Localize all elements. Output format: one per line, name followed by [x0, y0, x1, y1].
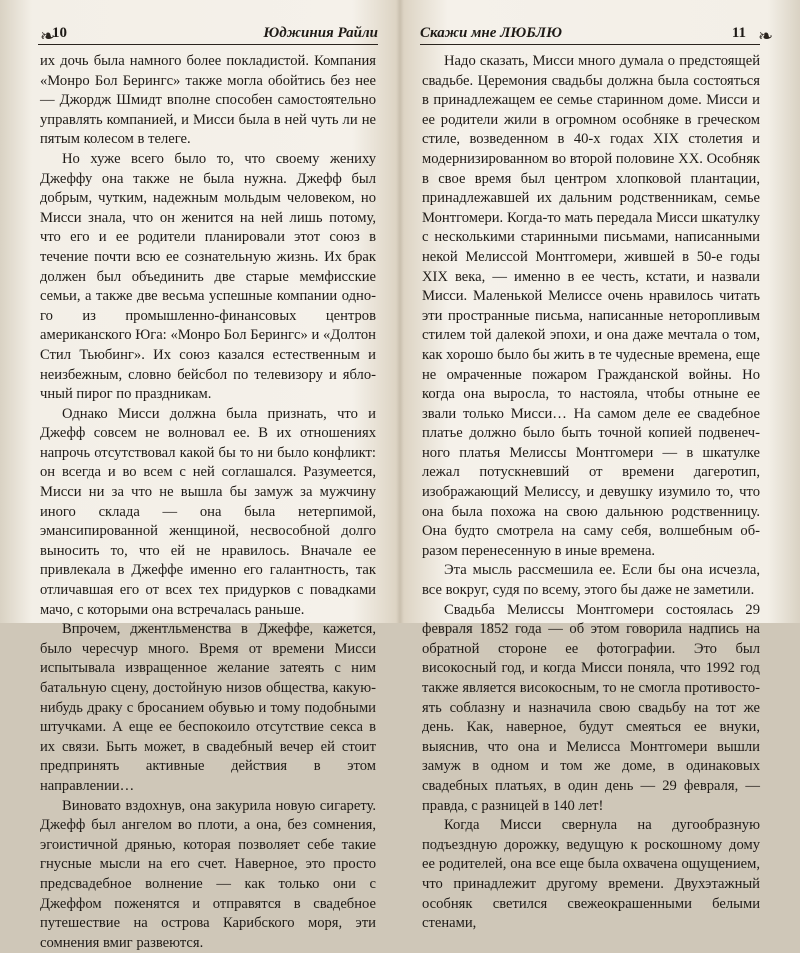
paragraph: Но хуже всего было то, что своему жениху Джеффу она также не была нужна. Джефф был добрым, чутким, надежным мольдым человеком, но Мисси знала, что он женится на ней лишь потому, что его и ее родители планировали этот союз в течение почти всю ее сознательную жизнь. Их брак должен был объединить две старые мемфисские семьи, а также две весьма успешные компании одного из промышленно-финансовых центров американского Юга: «Монро Бол Берингс» и «Долтон Стил Тьюбинг». Их союз казался естественным и неизбежным, словно бейсбол по телевизору и яблочный пирог по праздникам. [40, 150, 376, 403]
left-page [0, 0, 400, 951]
paragraph: Впрочем, джентльменства в Джеффе, кажется, было чересчур много. Время от времени Мисси испытывала извращенное желание затеять с ним батальную сцену, достойную низов общества, какую-нибудь драку с бросанием обувью и тому подобными штучками. А еще ее беспокоило отсутствие секса в их связи. Быть может, в свадебный вечер ей стоит предпринять активные действия в этом направлении… [40, 621, 376, 794]
page-number: 11 [731, 25, 746, 41]
ornament-icon: ❧ [758, 26, 774, 46]
page-header [420, 22, 760, 45]
page-body [422, 52, 760, 934]
paragraph: Эта мысль рассмешила ее. Если бы она исчезла, все вокруг, судя по всему, этого бы даже не заметили. [422, 562, 760, 599]
running-head: Скажи мне ЛЮБЛЮ [420, 25, 562, 41]
ornament-icon: ❧ [40, 26, 56, 46]
paragraph: Надо сказать, Мисси много думала о предстоящей свадьбе. Церемония свадьбы должна была состояться в принадлежащем ее семье старинном доме. Мисси и ее родители жили в огромном особняке в греческом стиле, возведенном в 40-х годах XIX столетия и модернизированном во второй половине XX. Особняк в свое время был центром хлопковой плантации, принадлежавшей их дальним родственникам, семье Монтгомери. Когда-то мать передала Мисси шкатулку с несколькими старинными письмами, написанными некой Мелиссой Монтгомери, жившей в 50-е годы XIX века, — именно в ее честь, кстати, и назвали Мисси. Маленькой Мелиссе очень нравилось читать эти пространные письма, написанные неторопливым стилем той далекой эпохи, и она даже мечтала о том, как хорошо было бы жить в те чудесные времена, еще не омраченные пожаром Гражданской войны. Но когда она выросла, то настояла, чтобы отныне ее звали только Мисси… На самом деле ее свадебное платье должно было быть точной копией подвенечного платья Мелиссы Монтгомери — в шкатулке лежал потускневший от времени дагеротип, изображающий Мелиссу, и девушку изумило то, что она была похожа на свою дальнюю родственницу. Она будто смотрела на саму себя, волшебным образом перенесенную в иные времена. [422, 53, 760, 559]
right-page [400, 0, 800, 932]
paragraph: их дочь была намного более покладистой. Компания «Монро Бол Берингс» также могла обойтись без нее — Джордж Шмидт вполне способен самостоятельно управлять компанией, и Мисси была в ней чуть ли не пятым колесом в телеге. [40, 53, 376, 148]
paragraph: Однако Мисси должна была признать, что и Джефф совсем не волновал ее. В их отношениях напрочь отсутствовал какой бы то ни было конфликт: он всегда и во всем с ней соглашался. Разумеется, Мисси ни за что не вышла бы замуж за мужчину иного склада — она была нетерпимой, эмансипированной женщиной, несвособной долго выносить то, что ей не нравилось. Вначале ее привлекала в Джеффе именно его галантность, так отличавшая его от всех тех придурков с повадками мачо, с которыми она встречалась раньше. [40, 405, 376, 618]
page-number: 10 [52, 25, 67, 41]
page-body [40, 52, 376, 953]
page-header [38, 22, 378, 45]
paragraph: Виновато вздохнув, она закурила новую сигарету. Джефф был ангелом во плоти, а она, без сомнения, эгоистичной дрянью, которая позволяет себе такие гнусные мысли на его счет. Наверное, это просто предсвадебное волнение — как только они с Джеффом поженятся и отправятся в свадебное путешествие на острова Карибского моря, эти сомнения вмиг развеются. [40, 797, 376, 951]
paragraph: Когда Мисси свернула на дугообразную подъездную дорожку, ведущую к роскошному дому ее родителей, она все еще была охвачена ощущением, что принадлежит другому времени. Двухэтажный особняк светился свежеокрашенными белыми стенами, [422, 817, 760, 932]
paragraph: Свадьба Мелиссы Монтгомери состоялась 29 февраля 1852 года — об этом говорила надпись на обратной стороне ее фотографии. Это был високосный год, и когда Мисси поняла, что 1992 год также является високосным, то не смогла противостоять соблазну и назначила свою свадьбу на тот же день. Как, наверное, будут смеяться ее внуки, выяснив, что она и Мелисса Монтгомери вышли замуж в одном и том же доме, в одинаковых свадебных платьях, в один день — 29 февраля, — правда, с разницей в 140 лет! [422, 601, 760, 814]
running-head: Юджиния Райли [263, 25, 378, 41]
